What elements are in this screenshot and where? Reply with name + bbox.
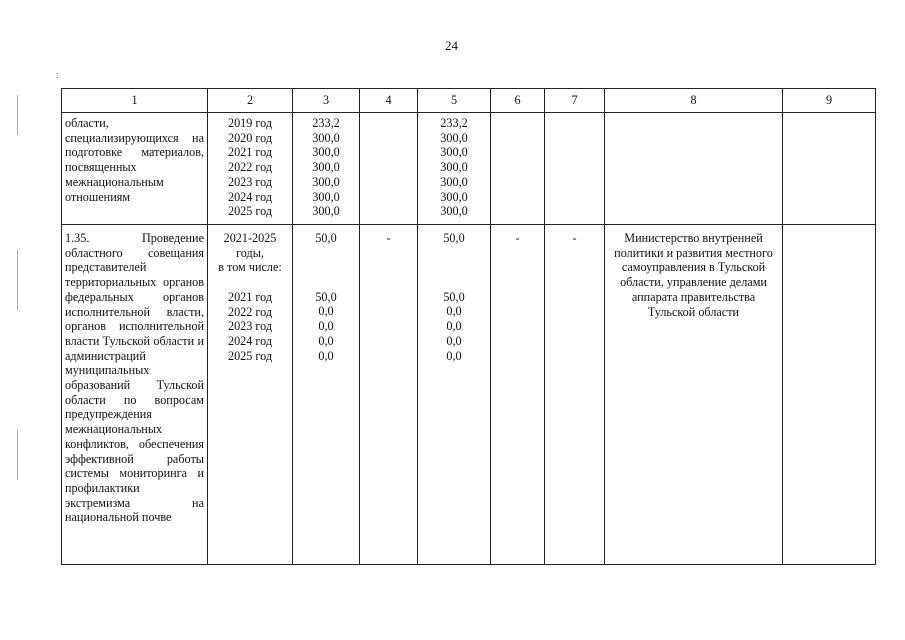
amount-value: 300,0 [440, 130, 468, 145]
header-cell: 5 [418, 89, 491, 113]
col5-cell [418, 113, 491, 225]
amount-value: 300,0 [312, 145, 340, 160]
amount-value: 0,0 [446, 319, 462, 334]
margin-mark [17, 250, 18, 310]
period-label: в том числе: [218, 260, 282, 275]
amount-value: 300,0 [440, 189, 468, 204]
period-label: 2021-2025 [223, 231, 277, 245]
spacer [421, 246, 487, 261]
amount-value: 233,2 [312, 116, 340, 130]
amount-value: 0,0 [318, 348, 334, 363]
amount-value: 0,0 [318, 319, 334, 334]
amount-value: 300,0 [312, 130, 340, 145]
page-number: 24 [445, 38, 458, 53]
amount-value: 50,0 [315, 289, 337, 304]
year-value: 2021 год [227, 289, 273, 304]
amount-value: 300,0 [312, 204, 340, 219]
year-value: 2020 год [227, 130, 273, 145]
margin-mark [17, 430, 18, 480]
header-cell: 2 [208, 89, 293, 113]
data-table [61, 88, 876, 565]
col6-cell [491, 113, 545, 225]
header-cell: 8 [605, 89, 783, 113]
header-cell: 6 [491, 89, 545, 113]
years-cell [208, 225, 293, 565]
year-value: 2022 год [227, 304, 273, 319]
spacer [296, 260, 356, 275]
responsible-cell: Министерство внутренней политики и развития местного самоуправления в Тульской области, управление делами аппарата правительства Тульской области [605, 225, 783, 565]
description-cell: 1.35. Проведение областного совещания представителей территориальных органов федеральных органов исполнительной власти, органов исполнительной власти Тульской области и администраций муниципальных образований Тульской области по вопросам предупреждения межнациональных конфликтов, обеспечения эффективной работы системы мониторинга и профилактики экстремизма на национальной почве [62, 225, 208, 565]
header-row [62, 89, 876, 113]
amount-total: 50,0 [315, 231, 337, 245]
header-cell: 7 [545, 89, 605, 113]
margin-tick: : [56, 70, 59, 81]
header-cell: 4 [360, 89, 418, 113]
year-value: 2022 год [227, 160, 273, 175]
description-cell: области, специализирующихся на подготовке материалов, посвященных межнациональным отношениям [62, 113, 208, 225]
spacer [421, 275, 487, 290]
year-value: 2021 год [227, 145, 273, 160]
spacer [296, 275, 356, 290]
amount-value: 300,0 [312, 160, 340, 175]
year-value: 2025 год [227, 348, 273, 363]
amount-value: 300,0 [440, 145, 468, 160]
amount-value: 233,2 [440, 116, 468, 130]
amount-value: 0,0 [446, 348, 462, 363]
amount-value: 50,0 [443, 289, 465, 304]
amount-value: 300,0 [312, 174, 340, 189]
table-row [62, 113, 876, 225]
year-value: 2023 год [227, 174, 273, 189]
year-value: 2024 год [227, 333, 273, 348]
margin-mark [17, 95, 18, 135]
col4-cell [360, 113, 418, 225]
year-value: 2023 год [227, 319, 273, 334]
amount-value: 0,0 [446, 304, 462, 319]
amount-value: 0,0 [318, 333, 334, 348]
col3-cell [293, 225, 360, 565]
col7-cell: - [545, 225, 605, 565]
spacer [421, 260, 487, 275]
spacer [296, 246, 356, 261]
amount-value: 300,0 [312, 189, 340, 204]
header-cell: 1 [62, 89, 208, 113]
amount-value: 300,0 [440, 160, 468, 175]
table-row [62, 225, 876, 565]
col4-cell: - [360, 225, 418, 565]
period-label: годы, [236, 245, 264, 260]
amount-total: 50,0 [443, 231, 465, 245]
col8-cell [605, 113, 783, 225]
amount-value: 0,0 [446, 333, 462, 348]
col3-cell [293, 113, 360, 225]
header-cell: 9 [783, 89, 876, 113]
header-cell: 3 [293, 89, 360, 113]
amount-value: 0,0 [318, 304, 334, 319]
amount-value: 300,0 [440, 174, 468, 189]
year-value: 2024 год [227, 189, 273, 204]
col6-cell: - [491, 225, 545, 565]
year-value: 2019 год [227, 116, 273, 130]
year-value: 2025 год [227, 204, 273, 219]
col7-cell [545, 113, 605, 225]
col9-cell [783, 225, 876, 565]
col9-cell [783, 113, 876, 225]
col5-cell [418, 225, 491, 565]
spacer [211, 275, 289, 290]
amount-value: 300,0 [440, 204, 468, 219]
years-cell [208, 113, 293, 225]
